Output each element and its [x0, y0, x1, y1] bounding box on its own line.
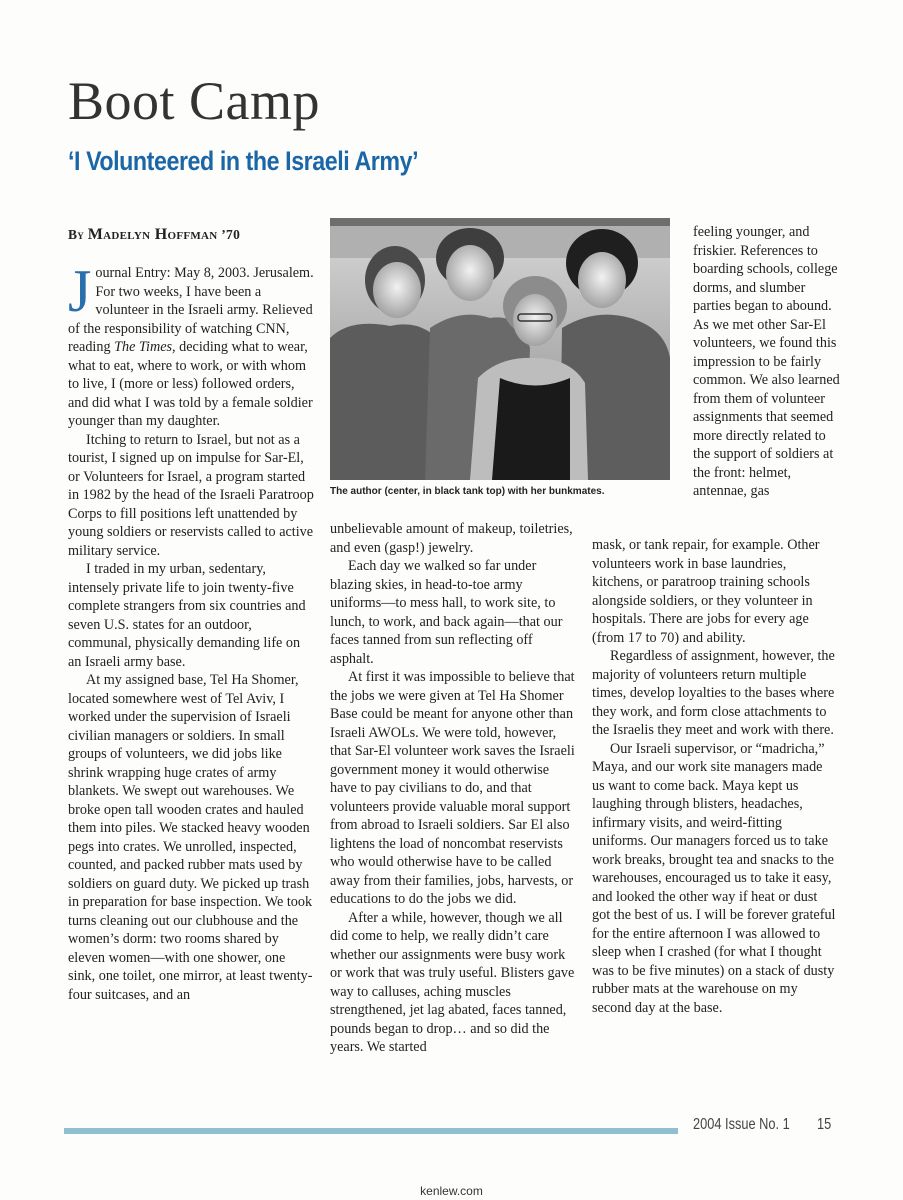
text-run: , deciding what to wear, what to eat, where to work, or with whom to live, I (more or less) followed orders, and did what I was told by a female soldier younger than my daughter. — [68, 339, 313, 429]
paragraph: Regardless of assignment, however, the majority of volunteers return multiple times, develop loyalties to the bases where they work, and form close attachments to the Israelis they meet and work with there. — [592, 648, 835, 738]
paragraph: At my assigned base, Tel Ha Shomer, located somewhere west of Tel Aviv, I worked under the supervision of Israeli civilian managers or soldiers. In small groups of volunteers, we did jobs like shrink wrapping huge crates of army blankets. We swept out warehouses. We broke open tall wooden crates and hauled them into piles. We stacked heavy wooden pegs into crates. We unrolled, inspected, counted, and packed rubber mats used by soldiers on guard duty. We picked up trash in preparation for base inspection. We took turns cleaning out our clubhouse and the women’s dorm: two rooms shared by eleven women—with one shower, one sink, one toilet, one mirror, at least twenty-four suitcases, and an — [68, 672, 313, 1003]
paragraph: Itching to return to Israel, but not as a tourist, I signed up on impulse for Sar-El, or Volunteers for Israel, a program started in 1982 by the head of the Israeli Paratroop Corps to fill positions left unattended by young soldiers or reservists called to active military service. — [68, 431, 314, 559]
paragraph: unbelievable amount of makeup, toiletries, and even (gasp!) jewelry. — [330, 521, 573, 556]
paragraph: Each day we walked so far under blazing skies, in head-to-toe army uniforms—to mess hall, to work site, to lunch, to work, and back again—that our faces tanned from sun reflecting off asphalt. — [330, 558, 563, 667]
publication-name: The Times — [114, 339, 173, 355]
article-subtitle: ‘I Volunteered in the Israeli Army’ — [68, 146, 419, 176]
article-column-3 — [592, 536, 838, 1017]
paragraph — [68, 258, 314, 431]
paragraph: After a while, however, though we all did come to help, we really didn’t care whether our assignments were busy work or work that was truly useful. Blisters gave way to calluses, aching muscles strengthened, jet lag abated, faces tanned, pounds began to drop… and so did the years. We started — [330, 909, 575, 1055]
drop-cap: J — [68, 258, 92, 324]
article-column-2 — [330, 520, 576, 1057]
paragraph: mask, or tank repair, for example. Other volunteers work in base laundries, kitchens, or paratroop training schools alongside soldiers, or they volunteer in hospitals. There are jobs for every age (from 17 to 70) and ability. — [592, 537, 820, 646]
article-photo — [330, 218, 670, 480]
text-run: ournal Entry: May 8, 2003. Jerusalem. For two weeks, I have been a volunteer in the Israeli army. Relieved of the responsibility of watching CNN, reading — [68, 265, 314, 355]
footer-rule — [64, 1128, 678, 1134]
watermark-text: kenlew.com — [420, 1184, 483, 1198]
byline — [68, 226, 240, 244]
byline-name: Madelyn Hoffman — [87, 226, 218, 243]
article-title: Boot Camp — [68, 71, 321, 131]
byline-year: ’70 — [217, 227, 241, 242]
photo-caption: The author (center, in black tank top) with her bunkmates. — [330, 486, 605, 497]
bunkmates-photo — [330, 218, 670, 480]
paragraph: feeling younger, and friskier. References to boarding schools, college dorms, and slumber parties began to abound. As we met other Sar-El volunteers, we found this impression to be fairly common. We also learned from them of volunteer assignments that seemed more directly related to the support of soldiers at the front: helmet, antennae, gas — [693, 224, 840, 499]
page-number: 15 — [817, 1116, 832, 1133]
paragraph: Our Israeli supervisor, or “madricha,” Maya, and our work site managers made us want to come back. Maya kept us laughing through blisters, headaches, infirmary visits, and weird-fitting uniforms. Our managers forced us to take work breaks, brought tea and snacks to the warehouses, encouraged us to take it easy, and looked the other way if heat or dust got the best of us. I will be forever grateful for the entire afternoon I was allowed to sleep when I crashed (for what I thought was to be five minutes) on a stack of dusty rubber mats at the warehouse on my second day at the base. — [592, 740, 836, 1016]
footer-issue: 2004 Issue No. 1 — [693, 1116, 790, 1133]
article-column-1 — [68, 258, 314, 1004]
byline-prefix: By — [68, 227, 88, 242]
article-column-3-top — [693, 223, 841, 501]
paragraph: I traded in my urban, sedentary, intensely private life to join twenty-five complete strangers from six countries and seven U.S. states for an outdoor, communal, physically demanding life on an Israeli army base. — [68, 561, 306, 670]
paragraph: At first it was impossible to believe that the jobs we were given at Tel Ha Shomer Base could be meant for anyone other than Israeli AWOLs. We were told, however, that Sar-El volunteer work saves the Israeli government money it would otherwise have to pay civilians to do, and that volunteers provide valuable moral support from abroad to Israeli soldiers. Sar El also lightens the load of noncombat reservists who would otherwise have to be called away from their families, jobs, harvests, or educations to do the jobs we did. — [330, 669, 575, 907]
